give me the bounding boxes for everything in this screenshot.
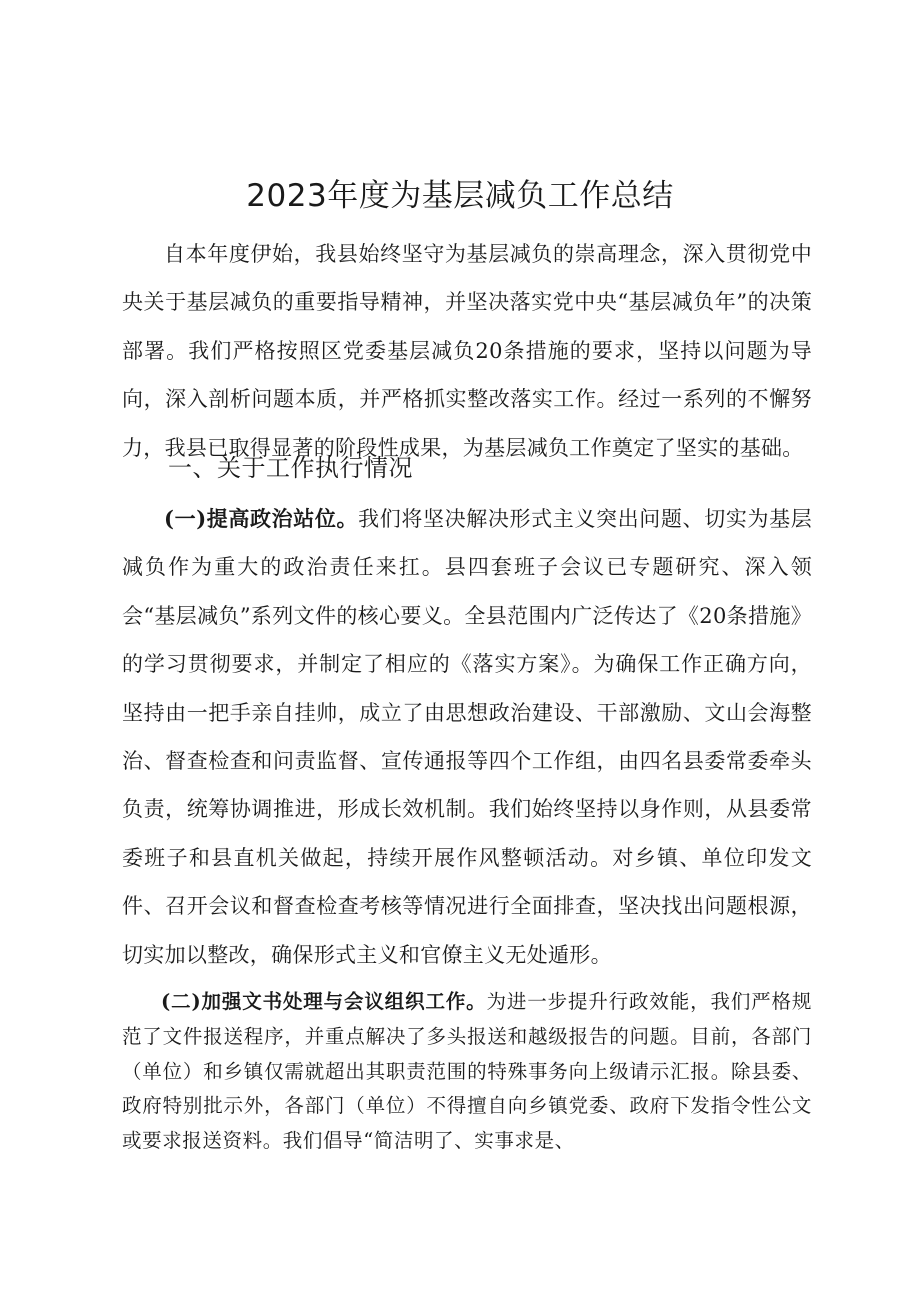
item-2-lead: (二)加强文书处理与会议组织工作。 xyxy=(161,990,487,1013)
item-1-paragraph xyxy=(122,495,812,979)
item-2-body: 为进一步提升行政效能，我们严格规范了文件报送程序，并重点解决了多头报送和越级报告的问题。目前，各部门（单位）和乡镇仅需就超出其职责范围的特殊事务向上级请示汇报。除县委、政府特别批示外，各部门（单位）不得擅自向乡镇党委、政府下发指令性公文或要求报送资料。我们倡导“简洁明了、实事求是、 xyxy=(122,990,812,1153)
intro-paragraph: 自本年度伊始，我县始终坚守为基层减负的崇高理念，深入贯彻党中央关于基层减负的重要指导精神，并坚决落实党中央“基层减负年”的决策部署。我们严格按照区党委基层减负20条措施的要求，坚持以问题为导向，深入剖析问题本质，并严格抓实整改落实工作。经过一系列的不懈努力，我县已取得显著的阶段性成果，为基层减负工作奠定了坚实的基础。 xyxy=(122,242,812,460)
item-2-paragraph xyxy=(122,985,812,1159)
document-title: 2023年度为基层减负工作总结 xyxy=(246,178,674,214)
item-1-body: 我们将坚决解决形式主义突出问题、切实为基层减负作为重大的政治责任来扛。县四套班子会议已专题研究、深入领会“基层减负”系列文件的核心要义。全县范围内广泛传达了《20条措施》的学习贯彻要求，并制定了相应的《落实方案》。为确保工作正确方向，坚持由一把手亲自挂帅，成立了由思想政治建设、干部激励、文山会海整治、督查检查和问责监督、宣传通报等四个工作组，由四名县委常委牵头负责，统筹协调推进，形成长效机制。我们始终坚持以身作则，从县委常委班子和县直机关做起，持续开展作风整顿活动。对乡镇、单位印发文件、召开会议和督查检查考核等情况进行全面排查，坚决找出问题根源，切实加以整改，确保形式主义和官僚主义无处遁形。 xyxy=(122,507,812,967)
item-1-lead: (一)提高政治站位。 xyxy=(164,506,359,531)
section-heading: 一、关于工作执行情况 xyxy=(168,454,413,482)
